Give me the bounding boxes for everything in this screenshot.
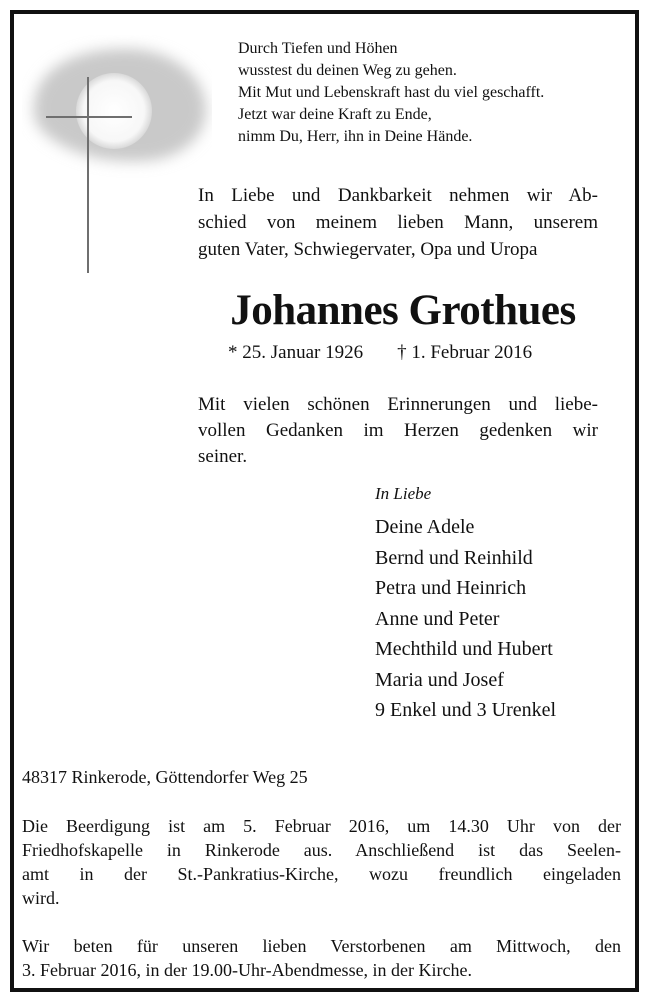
intro-line: schied von meinem lieben Mann, unserem: [198, 212, 598, 233]
poem-line: nimm Du, Herr, ihn in Deine Hände.: [238, 128, 473, 145]
paragraph-spacer: [22, 918, 621, 926]
intro-line: In Liebe und Dankbarkeit nehmen wir Ab-: [198, 185, 598, 206]
intro-line: guten Vater, Schwiegervater, Opa und Uropa: [198, 239, 538, 260]
intro-text: [198, 182, 598, 263]
mourners-list: [375, 512, 556, 726]
mourner-name: Anne und Peter: [375, 607, 500, 630]
birth-date: * 25. Januar 1926: [228, 342, 364, 363]
funeral-notice: [22, 806, 621, 990]
memory-line: seiner.: [198, 446, 248, 467]
mourner-name: Deine Adele: [375, 516, 475, 538]
funeral-line: wird.: [22, 888, 60, 908]
mourner-name: Maria und Josef: [375, 668, 504, 691]
mourner-name: Petra und Heinrich: [375, 577, 527, 599]
cross-emblem-icon: [22, 35, 212, 280]
mourner-name: Mechthild und Hubert: [375, 638, 553, 660]
funeral-line: Die Beerdigung ist am 5. Februar 2016, um 14.30 Uhr von der: [22, 816, 621, 836]
funeral-line: amt in der St.-Pankratius-Kirche, wozu freundlich eingeladen: [22, 864, 621, 884]
death-date: † 1. Februar 2016: [397, 342, 533, 363]
poem-line: Mit Mut und Lebenskraft hast du viel geschafft.: [238, 84, 545, 101]
prayer-line: Wir beten für unseren lieben Verstorbenen am Mittwoch, den: [22, 936, 621, 956]
poem-line: Durch Tiefen und Höhen: [238, 40, 398, 57]
memory-text: [198, 392, 598, 470]
address: 48317 Rinkerode, Göttendorfer Weg 25: [22, 767, 308, 787]
poem-line: Jetzt war deine Kraft zu Ende,: [238, 106, 432, 123]
memory-line: Mit vielen schönen Erinnerungen und liebe-: [198, 394, 598, 415]
mourner-name: 9 Enkel und 3 Urenkel: [375, 699, 557, 721]
mourners-intro: In Liebe: [375, 484, 432, 503]
poem-line: wusstest du deinen Weg zu gehen.: [238, 62, 457, 79]
poem: [238, 38, 544, 148]
deceased-name: Johannes Grothues: [230, 287, 576, 334]
funeral-line: Friedhofskapelle in Rinkerode aus. Anschließend ist das Seelen-: [22, 840, 621, 860]
mourner-name: Bernd und Reinhild: [375, 546, 533, 569]
memory-line: vollen Gedanken im Herzen gedenken wir: [198, 420, 598, 441]
life-dates: [228, 340, 532, 366]
prayer-line: 3. Februar 2016, in der 19.00-Uhr-Abendmesse, in der Kirche.: [22, 960, 473, 980]
